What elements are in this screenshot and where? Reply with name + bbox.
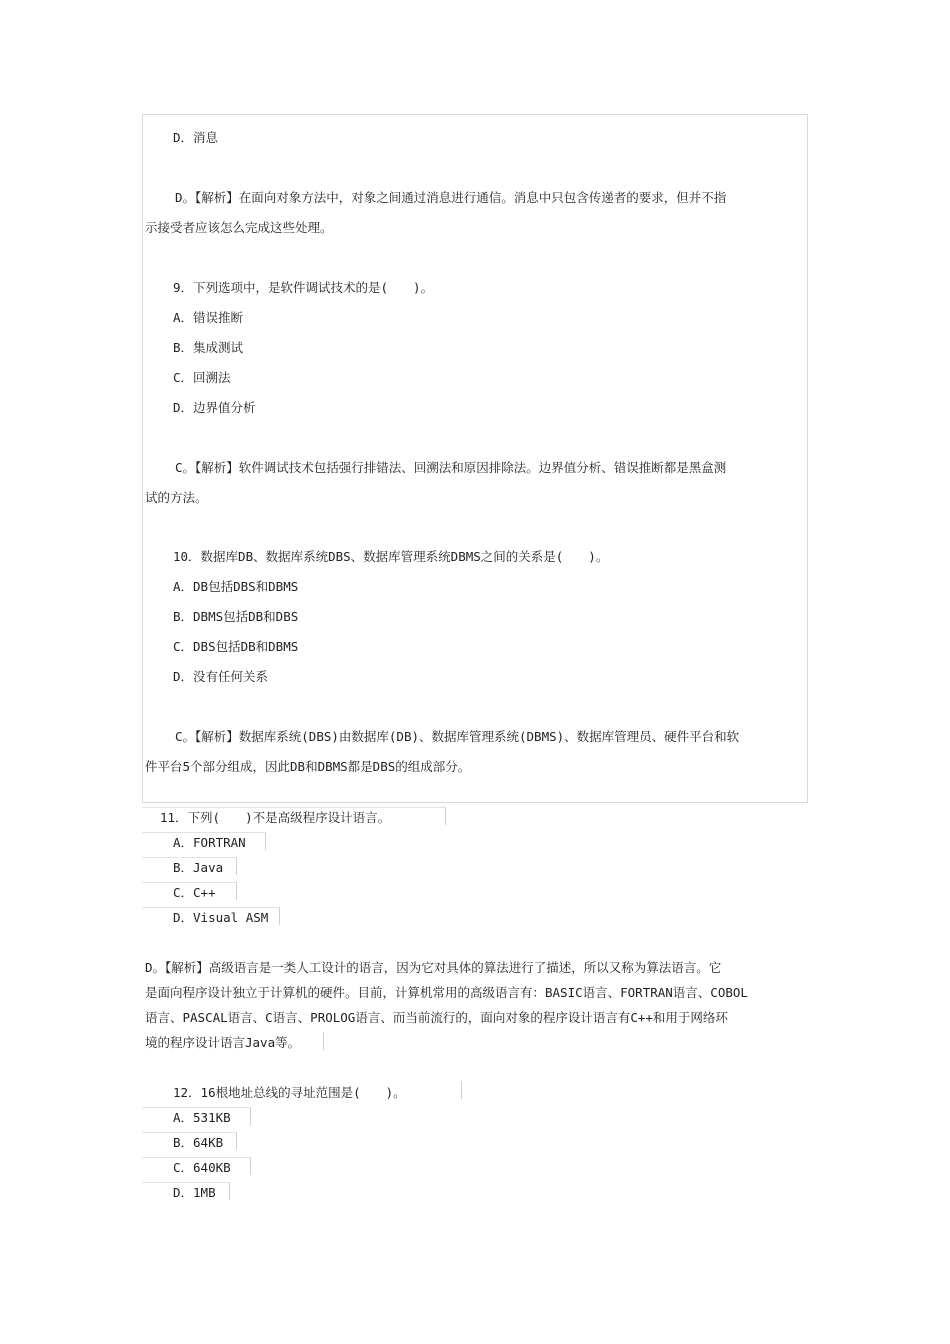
q12-option-d-rule bbox=[229, 1182, 230, 1200]
q9-option-b: B．集成测试 bbox=[173, 340, 244, 355]
q10-option-a: A．DB包括DBS和DBMS bbox=[173, 579, 299, 594]
q11-option-c-rule bbox=[236, 882, 237, 900]
q9-analysis-line-1: C。【解析】软件调试技术包括强行排错法、回溯法和原因排除法。边界值分析、错误推断都是黑盒测 bbox=[175, 460, 727, 475]
q8-analysis-line-1: D。【解析】在面向对象方法中，对象之间通过消息进行通信。消息中只包含传递者的要求，但并不指 bbox=[175, 190, 727, 205]
q10-analysis-line-1: C。【解析】数据库系统(DBS)由数据库(DB)、数据库管理系统(DBMS)、数据库管理员、硬件平台和软 bbox=[175, 729, 740, 744]
q12-option-c-top-rule bbox=[142, 1157, 251, 1158]
q9-option-c: C．回溯法 bbox=[173, 370, 231, 385]
q11-analysis-line-4: 境的程序设计语言Java等。 bbox=[145, 1035, 301, 1050]
q9-option-a: A．错误推断 bbox=[173, 310, 244, 325]
q11-option-d-rule bbox=[279, 907, 280, 925]
q12-option-b-rule bbox=[236, 1132, 237, 1150]
q11-question-rule bbox=[445, 807, 446, 825]
q11-analysis-line-1: D。【解析】高级语言是一类人工设计的语言，因为它对具体的算法进行了描述，所以又称为算法语言。它 bbox=[145, 960, 722, 975]
q10-option-d: D．没有任何关系 bbox=[173, 669, 269, 684]
q11-option-b-rule bbox=[236, 857, 237, 875]
q11-analysis-rule bbox=[323, 1032, 324, 1050]
q11-option-c-top-rule bbox=[142, 882, 237, 883]
q11-question-top-rule bbox=[142, 807, 446, 808]
q11-option-d: D．Visual ASM bbox=[173, 910, 269, 925]
q11-analysis-line-2: 是面向程序设计独立于计算机的硬件。目前，计算机常用的高级语言有：BASIC语言、FORTRAN语言、COBOL bbox=[145, 985, 748, 1000]
q11-question: 11．下列( )不是高级程序设计语言。 bbox=[160, 810, 391, 825]
q10-option-b: B．DBMS包括DB和DBS bbox=[173, 609, 299, 624]
q12-option-c-rule bbox=[250, 1157, 251, 1175]
q11-option-b: B．Java bbox=[173, 860, 224, 875]
q12-option-a: A．531KB bbox=[173, 1110, 231, 1125]
q9-option-d: D．边界值分析 bbox=[173, 400, 256, 415]
q10-analysis-line-2: 件平台5个部分组成，因此DB和DBMS都是DBS的组成部分。 bbox=[145, 759, 471, 774]
q11-option-a-rule bbox=[265, 832, 266, 850]
q11-analysis-line-3: 语言、PASCAL语言、C语言、PROLOG语言、而当前流行的，面向对象的程序设计语言有C++和用于网络环 bbox=[145, 1010, 728, 1025]
q8-analysis-line-2: 示接受者应该怎么完成这些处理。 bbox=[145, 220, 333, 235]
q12-option-b-top-rule bbox=[142, 1132, 237, 1133]
q11-option-a-top-rule bbox=[142, 832, 266, 833]
q12-option-a-top-rule bbox=[142, 1107, 251, 1108]
q11-option-a: A．FORTRAN bbox=[173, 835, 246, 850]
q12-question-rule bbox=[461, 1081, 462, 1099]
q12-option-c: C．640KB bbox=[173, 1160, 231, 1175]
q10-option-c: C．DBS包括DB和DBMS bbox=[173, 639, 299, 654]
question-frame bbox=[142, 114, 808, 803]
q12-option-d-top-rule bbox=[142, 1182, 230, 1183]
q12-option-b: B．64KB bbox=[173, 1135, 224, 1150]
q9-question: 9．下列选项中，是软件调试技术的是( )。 bbox=[173, 280, 434, 295]
q11-option-b-top-rule bbox=[142, 857, 237, 858]
q9-analysis-line-2: 试的方法。 bbox=[145, 490, 208, 505]
q11-option-c: C．C++ bbox=[173, 885, 216, 900]
q12-option-d: D．1MB bbox=[173, 1185, 216, 1200]
q10-question: 10．数据库DB、数据库系统DBS、数据库管理系统DBMS之间的关系是( )。 bbox=[173, 549, 609, 564]
q11-option-d-top-rule bbox=[142, 907, 280, 908]
q12-option-a-rule bbox=[250, 1107, 251, 1125]
q12-question: 12．16根地址总线的寻址范围是( )。 bbox=[173, 1085, 406, 1100]
q8-option-d: D．消息 bbox=[173, 130, 219, 145]
